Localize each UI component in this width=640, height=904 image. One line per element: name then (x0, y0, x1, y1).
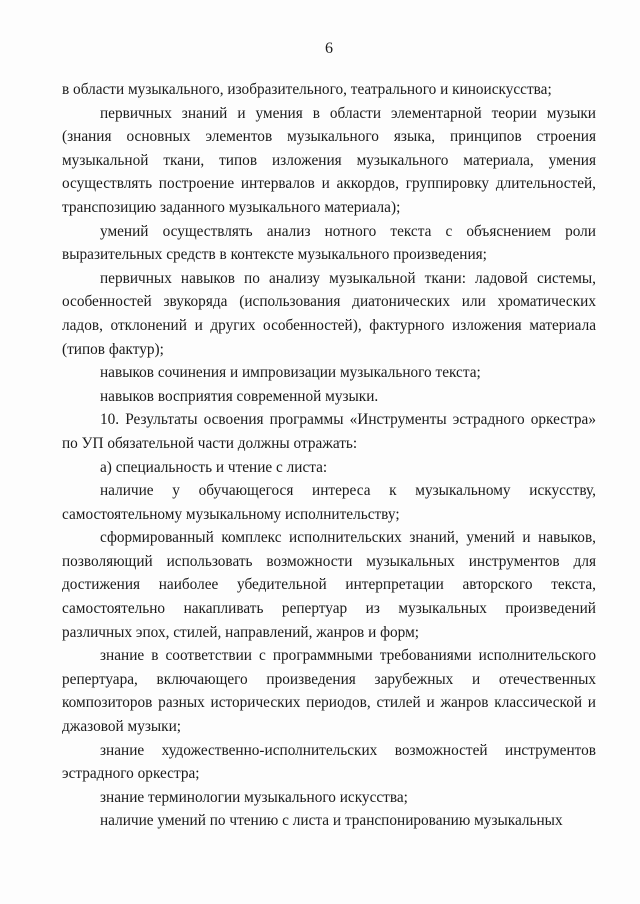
paragraph: в области музыкального, изобразительного, театрального и киноискусства; (62, 81, 552, 98)
paragraph: знание терминологии музыкального искусства; (100, 788, 408, 806)
paragraph: наличие умений по чтению с листа и транспонированию музыкальных (100, 812, 563, 830)
page-number: 6 (325, 40, 333, 57)
section-heading: 10. Результаты освоения программы «Инструменты эстрадного оркестра» по УП обязательной части должны отражать: (62, 411, 596, 452)
paragraph: сформированный комплекс исполнительских знаний, умений и навыков, позволяющий использовать возможности музыкальных инструментов для достижения наиболее убедительной интерпретации авторского текста, самостоятельно накапливать репертуар из музыкальных произведений различных эпох, стилей, направлений, жанров и форм; (62, 529, 596, 641)
paragraph: навыков сочинения и импровизации музыкального текста; (100, 364, 481, 382)
paragraph: навыков восприятия современной музыки. (100, 387, 379, 405)
subsection-heading: а) специальность и чтение с листа: (100, 458, 328, 476)
paragraph: первичных знаний и умения в области элементарной теории музыки (знания основных элементов музыкального языка, принципов строения музыкальной ткани, типов изложения музыкального материала, умения осуществлять построение интервалов и аккордов, группировку длительностей, транспозицию заданного музыкального материала); (62, 104, 596, 216)
paragraph: первичных навыков по анализу музыкальной ткани: ладовой системы, особенностей звукоряда (использования диатонических или хроматических ладов, отклонений и других особенностей), фактурного изложения материала (типов фактур); (62, 269, 596, 358)
paragraph: знание в соответствии с программными требованиями исполнительского репертуара, включающего произведения зарубежных и отечественных композиторов разных исторических периодов, стилей и жанров классической и джазовой музыки; (62, 647, 596, 736)
document-body (62, 78, 596, 833)
paragraph: знание художественно-исполнительских возможностей инструментов эстрадного оркестра; (62, 741, 596, 783)
paragraph: наличие у обучающегося интереса к музыкальному искусству, самостоятельному музыкальному исполнительству; (62, 482, 596, 523)
paragraph: умений осуществлять анализ нотного текста с объяснением роли выразительных средств в контексте музыкального произведения; (62, 222, 596, 264)
